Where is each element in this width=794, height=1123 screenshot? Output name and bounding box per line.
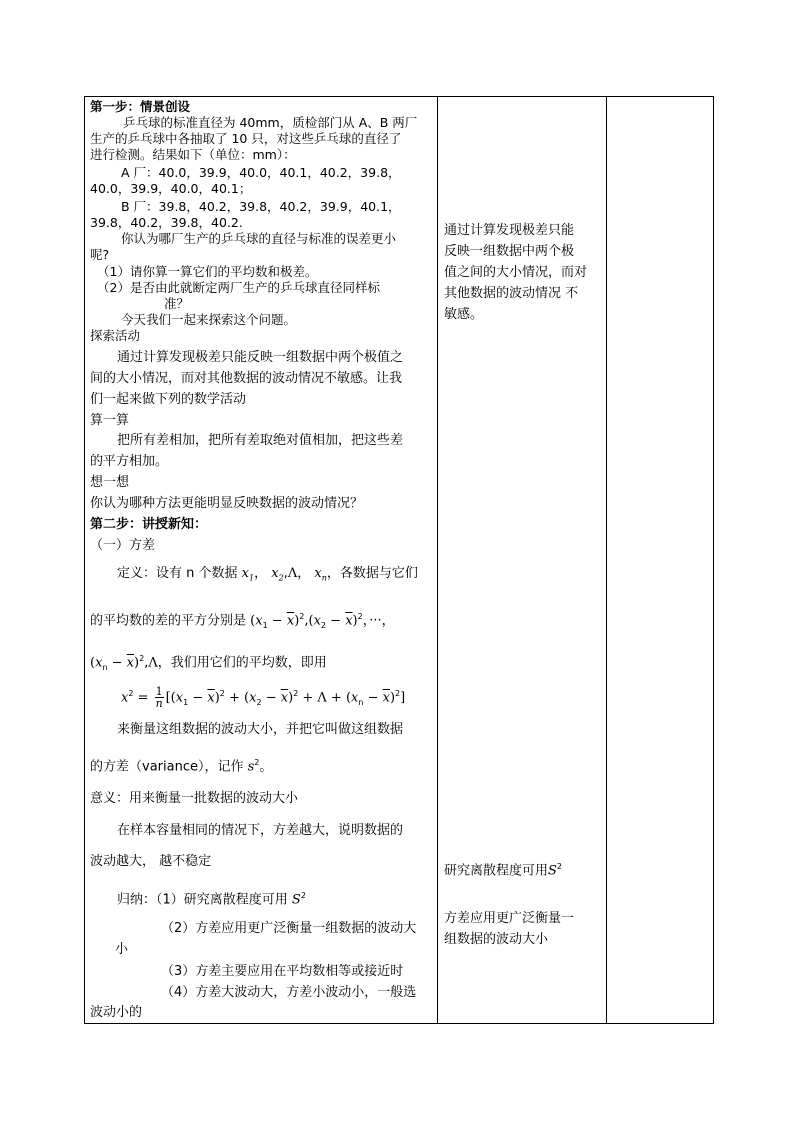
definition-line-1: 定义：设有 n 个数据 $x_1$， $x_2,\Lambda$， $x_n$，各数据与它们 [117, 566, 418, 583]
question-item-2: （2）是否由此就断定两厂生产的乒乓球直径同样标 [97, 280, 380, 295]
note2-line: 研究离散程度可用$S^2$ [444, 862, 563, 879]
measure-line-2: 的方差（variance），记作 $s^2$。 [90, 758, 273, 775]
teaching-content-cell [85, 97, 438, 1024]
note1-line-5: 敏感。 [444, 307, 484, 322]
note3-line-1: 方差应用更广泛衡量一 [444, 911, 575, 926]
variance-formula: $x^2$ = $\frac{1}{n}$ $[(x_1 - \overline{x})^2 + (x_2 - \overline{x})^2 + \Lambda + (x_n - \overline{x})^2]$ [121, 684, 406, 710]
note3-line-2: 组数据的波动大小 [444, 932, 549, 947]
definition-line-2: 的平均数的差的平方分别是 $(x_1 - \overline{x})^2,(x_2 - \overline{x})^2$，···， [90, 612, 395, 630]
question-line-2: 呢? [90, 247, 110, 262]
think-heading: 想一想 [90, 475, 130, 490]
summary-line-3: （3）方差主要应用在平均数相等或接近时 [161, 964, 404, 979]
measure-line-1: 来衡量这组数据的波动大小，并把它叫做这组数据 [117, 722, 404, 737]
intro-line-1: 乒乓球的标准直径为 40mm，质检部门从 A、B 两厂 [123, 115, 418, 130]
sample-line-2: 波动越大， 越不稳定 [90, 854, 212, 869]
factory-a-line-1: A 厂：40.0，39.9，40.0，40.1，40.2，39.8， [121, 165, 401, 180]
summary-line-2-cont: 小 [115, 942, 129, 957]
explore-line-3: 们一起来做下列的数学活动 [90, 392, 247, 407]
factory-b-line-1: B 厂：39.8，40.2，39.8，40.2，39.9，40.1， [121, 199, 401, 214]
factory-b-line-2: 39.8，40.2，39.8，40.2. [90, 215, 243, 230]
sample-line-1: 在样本容量相同的情况下，方差越大，说明数据的 [117, 823, 404, 838]
note1-line-2: 反映一组数据中两个极 [444, 244, 575, 259]
summary-line-4: （4）方差大波动大，方差小波动小，一般选 [161, 985, 417, 1000]
explore-line-2: 间的大小情况，而对其他数据的波动情况不敏感。让我 [90, 371, 403, 386]
intro-line-2: 生产的乒乓球中各抽取了 10 只，对这些乒乓球的直径了 [90, 131, 402, 146]
step2-heading: 第二步：讲授新知： [90, 517, 208, 532]
notes-cell [607, 97, 714, 1024]
calc-line-2: 的平方相加。 [90, 454, 169, 469]
question-item-2-cont: 准？ [164, 296, 190, 311]
calc-heading: 算一算 [90, 413, 130, 428]
think-line-1: 你认为哪种方法更能明显反映数据的波动情况？ [90, 496, 364, 511]
note1-line-1: 通过计算发现极差只能 [444, 223, 575, 238]
explore-intro: 今天我们一起来探索这个问题。 [121, 312, 297, 327]
calc-line-1: 把所有差相加，把所有差取绝对值相加，把这些差 [117, 433, 404, 448]
summary-line-4-cont: 波动小的 [90, 1005, 143, 1020]
step1-heading: 第一步：情景创设 [90, 99, 191, 114]
intro-line-3: 进行检测。结果如下（单位：mm）： [90, 147, 296, 162]
variance-subheading: （一）方差 [90, 538, 156, 553]
summary-line-1: 归纳：（1）研究离散程度可用 $S^2$ [117, 891, 306, 908]
question-line-1: 你认为哪厂生产的乒乓球的直径与标准的误差更小 [121, 231, 397, 246]
explore-line-1: 通过计算发现极差只能反映一组数据中两个极值之 [117, 350, 404, 365]
note1-line-3: 值之间的大小情况，而对 [444, 265, 588, 280]
design-intent-cell [438, 97, 607, 1024]
definition-line-3: $(x_n - \overline{x})^2,\Lambda$，我们用它们的平均数，即用 [90, 654, 327, 672]
question-item-1: （1）请你算一算它们的平均数和极差。 [97, 264, 318, 279]
meaning-line: 意义：用来衡量一批数据的波动大小 [90, 791, 299, 806]
lesson-plan-table [84, 96, 714, 1024]
factory-a-line-2: 40.0，39.9，40.0，40.1； [90, 181, 252, 196]
summary-line-2: （2）方差应用更广泛衡量一组数据的波动大 [161, 921, 417, 936]
explore-heading: 探索活动 [90, 328, 141, 343]
note1-line-4: 其他数据的波动情况 不 [444, 286, 579, 301]
